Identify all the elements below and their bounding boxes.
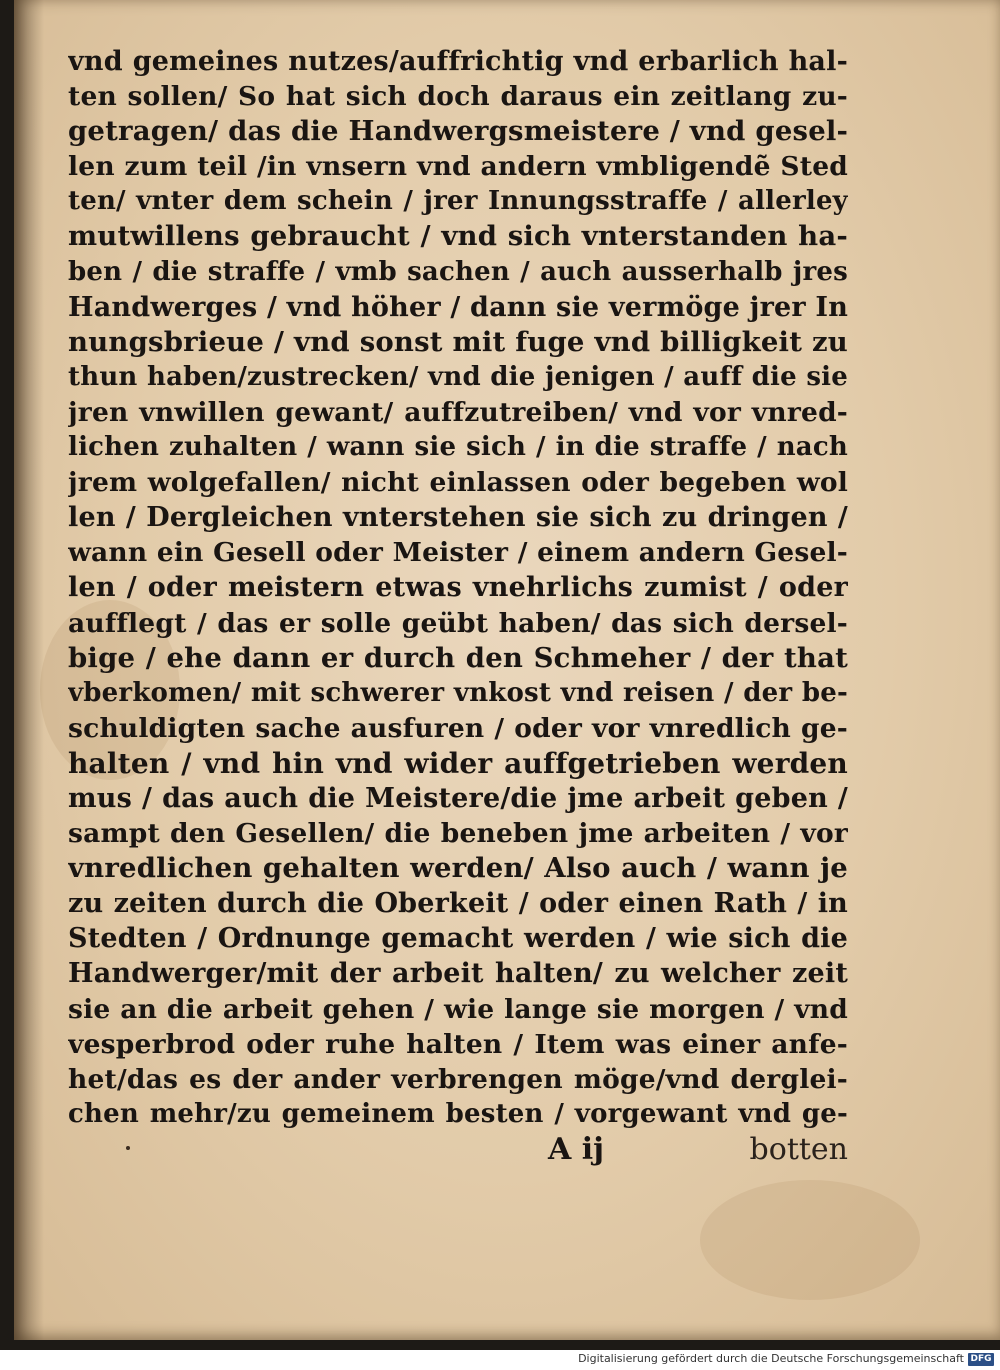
text-line: vnd gemeines nutzes/auffrichtig vnd erbarlich hal- <box>68 46 848 77</box>
dfg-logo: DFG <box>968 1353 994 1366</box>
text-line: ben / die straffe / vmb sachen / auch ausserhalb jres <box>68 256 848 287</box>
text-line: zu zeiten durch die Oberkeit / oder einen Rath / in <box>68 888 848 920</box>
text-line: len zum teil /in vnsern vnd andern vmbligendẽ Sted <box>68 151 848 183</box>
text-line: mutwillens gebraucht / vnd sich vnterstanden ha- <box>68 220 848 253</box>
digitization-credit: Digitalisierung gefördert durch die Deutsche Forschungsgemeinschaft <box>578 1352 964 1365</box>
text-line: lichen zuhalten / wann sie sich / in die straffe / nach <box>68 432 848 463</box>
text-line: jrem wolgefallen/ nicht einlassen oder begeben wol <box>68 467 848 499</box>
text-line: getragen/ das die Handwergsmeistere / vnd gesel- <box>68 115 848 148</box>
text-line: len / Dergleichen vnterstehen sie sich zu dringen / <box>68 502 848 534</box>
catchword: botten <box>749 1132 848 1167</box>
text-line: aufflegt / das er solle geübt haben/ das sich dersel- <box>68 607 848 639</box>
text-line: len / oder meistern etwas vnehrlichs zumist / oder <box>68 572 848 604</box>
text-block <box>68 44 848 1132</box>
spine-shadow <box>14 0 44 1340</box>
text-line: het/das es der ander verbrengen möge/vnd derglei- <box>68 1063 848 1095</box>
text-line: sampt den Gesellen/ die beneben jme arbeiten / vor <box>68 818 848 850</box>
text-line: vesperbrod oder ruhe halten / Item was einer anfe- <box>68 1028 848 1060</box>
text-line: chen mehr/zu gemeinem besten / vorgewant vnd ge- <box>68 1098 848 1129</box>
text-line: bige / ehe dann er durch den Schmeher / der that <box>68 641 848 674</box>
ink-dot <box>126 1146 130 1150</box>
text-line: vberkomen/ mit schwerer vnkost vnd reisen / der be- <box>68 677 848 708</box>
text-line: Handwerges / vnd höher / dann sie vermöge jrer In <box>68 291 848 323</box>
text-line: sie an die arbeit gehen / wie lange sie morgen / vnd <box>68 993 848 1025</box>
text-line: mus / das auch die Meistere/die jme arbeit geben / <box>68 782 848 814</box>
text-line: Handwerger/mit der arbeit halten/ zu welcher zeit <box>68 958 848 990</box>
text-line: vnredlichen gehalten werden/ Also auch / wann je <box>68 852 848 885</box>
text-line: schuldigten sache ausfuren / oder vor vnredlich ge- <box>68 712 848 744</box>
text-line: thun haben/zustrecken/ vnd die jenigen / auff die sie <box>68 361 848 392</box>
text-line: wann ein Gesell oder Meister / einem andern Gesel- <box>68 537 848 569</box>
paper-stain <box>700 1180 920 1300</box>
text-line: ten sollen/ So hat sich doch daraus ein zeitlang zu- <box>68 81 848 113</box>
text-line: halten / vnd hin vnd wider auffgetrieben werden <box>68 746 848 780</box>
page-footer <box>68 1132 848 1172</box>
text-line: Stedten / Ordnunge gemacht werden / wie sich die <box>68 923 848 955</box>
text-line: ten/ vnter dem schein / jrer Innungsstraffe / allerley <box>68 186 848 217</box>
text-line: nungsbrieue / vnd sonst mit fuge vnd billigkeit zu <box>68 325 848 358</box>
signature-mark: A ij <box>548 1132 604 1167</box>
text-line: jren vnwillen gewant/ auffzutreiben/ vnd vor vnred- <box>68 396 848 428</box>
